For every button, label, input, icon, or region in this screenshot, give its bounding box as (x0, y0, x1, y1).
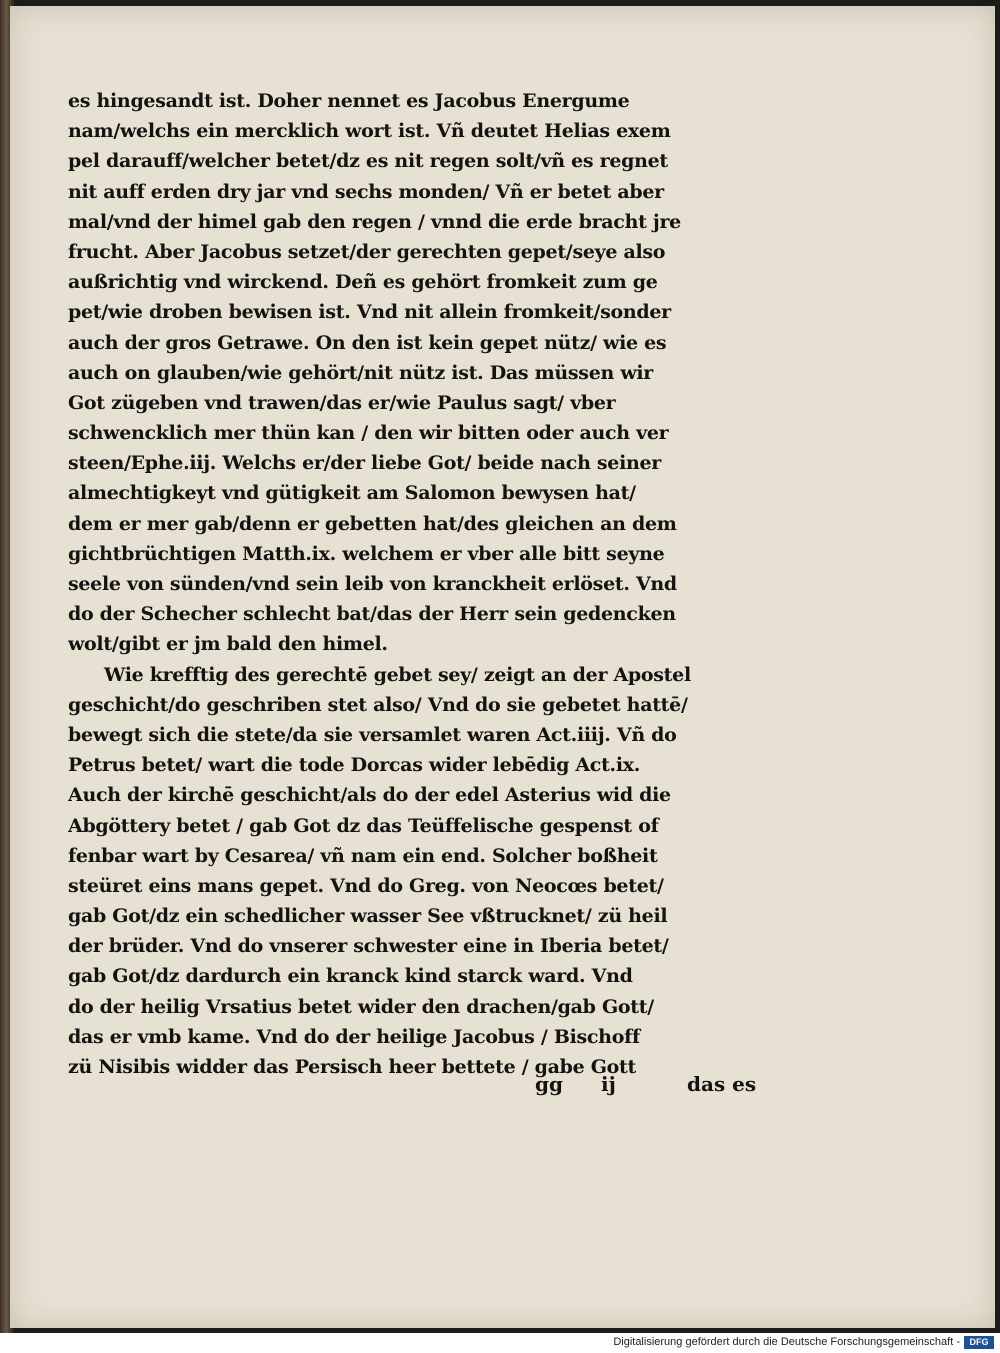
text-line: zü Nisibis widder das Persisch heer bettete / gabe Gott (68, 1056, 636, 1078)
text-line: fenbar wart by Cesarea/ vñ nam ein end. Solcher boßheit (68, 844, 658, 867)
credit-bar (0, 1333, 1000, 1353)
text-line: gab Got/dz dardurch ein kranck kind starck ward. Vnd (68, 965, 633, 988)
folio-number: ij (601, 1072, 616, 1096)
text-line: steen/Ephe.iij. Welchs er/der liebe Got/ beide nach seiner (68, 452, 662, 475)
text-line: pet/wie droben bewisen ist. Vnd nit allein fromkeit/sonder (68, 301, 671, 324)
signature-mark: gg (535, 1072, 563, 1096)
text-line: almechtigkeyt vnd gütigkeit am Salomon bewysen hat/ (68, 482, 636, 505)
text-line: es hingesandt ist. Doher nennet es Jacobus Energume (68, 90, 630, 112)
text-line: steüret eins mans gepet. Vnd do Greg. von Neocœs betet/ (68, 874, 664, 897)
body-text-block (68, 86, 768, 1082)
text-line: der brüder. Vnd do vnserer schwester eine in Iberia betet/ (68, 935, 669, 958)
text-line: gichtbrüchtigen Matth.ix. welchem er vber alle bitt seyne (68, 542, 665, 565)
text-line: Got zügeben vnd trawen/das er/wie Paulus sagt/ vber (68, 391, 616, 414)
text-line: auch der gros Getrawe. On den ist kein gepet nütz/ wie es (68, 331, 667, 354)
text-line: frucht. Aber Jacobus setzet/der gerechten gepet/seye also (68, 240, 666, 263)
text-line: auch on glauben/wie gehört/nit nütz ist. Das müssen wir (68, 361, 654, 384)
text-line: gab Got/dz ein schedlicher wasser See vßtrucknet/ zü heil (68, 905, 668, 928)
text-line: bewegt sich die stete/da sie versamlet waren Act.iiij. Vñ do (68, 723, 677, 746)
catchword: das es (687, 1072, 757, 1096)
text-line: seele von sünden/vnd sein leib von kranckheit erlöset. Vnd (68, 573, 677, 595)
text-line: nit auff erden dry jar vnd sechs monden/ Vñ er betet aber (68, 180, 664, 203)
text-line: das er vmb kame. Vnd do der heilige Jacobus / Bischoff (68, 1025, 640, 1048)
text-line: mal/vnd der himel gab den regen / vnnd die erde bracht jre (68, 210, 681, 233)
text-line: nam/welchs ein mercklich wort ist. Vñ deutet Helias exem (68, 120, 671, 143)
text-line: pel darauff/welcher betet/dz es nit regen solt/vñ es regnet (68, 150, 668, 173)
page-footer (535, 1072, 775, 1104)
text-line: do der heilig Vrsatius betet wider den drachen/gab Gott/ (68, 995, 654, 1018)
text-line: wolt/gibt er jm bald den himel. (68, 633, 388, 656)
dfg-logo-icon: DFG (964, 1336, 994, 1349)
text-line: schwencklich mer thün kan / den wir bitten oder auch ver (68, 422, 669, 445)
text-line: do der Schecher schlecht bat/das der Herr sein gedencken (68, 603, 676, 626)
text-line: Petrus betet/ wart die tode Dorcas wider lebēdig Act.ix. (68, 754, 641, 777)
text-line: Wie krefftig des gerechtē gebet sey/ zeigt an der Apostel (104, 663, 691, 686)
text-line: Auch der kirchē geschicht/als do der edel Asterius wid die (68, 784, 671, 807)
text-line: außrichtig vnd wirckend. Deñ es gehört fromkeit zum ge (68, 271, 658, 294)
document-page (10, 6, 995, 1328)
text-line: geschicht/do geschriben stet also/ Vnd do sie gebetet hattē/ (68, 693, 688, 716)
text-line: Abgöttery betet / gab Got dz das Teüffelische gespenst of (68, 814, 659, 837)
funding-credit: Digitalisierung gefördert durch die Deutsche Forschungsgemeinschaft - (613, 1336, 960, 1348)
text-line: dem er mer gab/denn er gebetten hat/des gleichen an dem (68, 512, 677, 535)
